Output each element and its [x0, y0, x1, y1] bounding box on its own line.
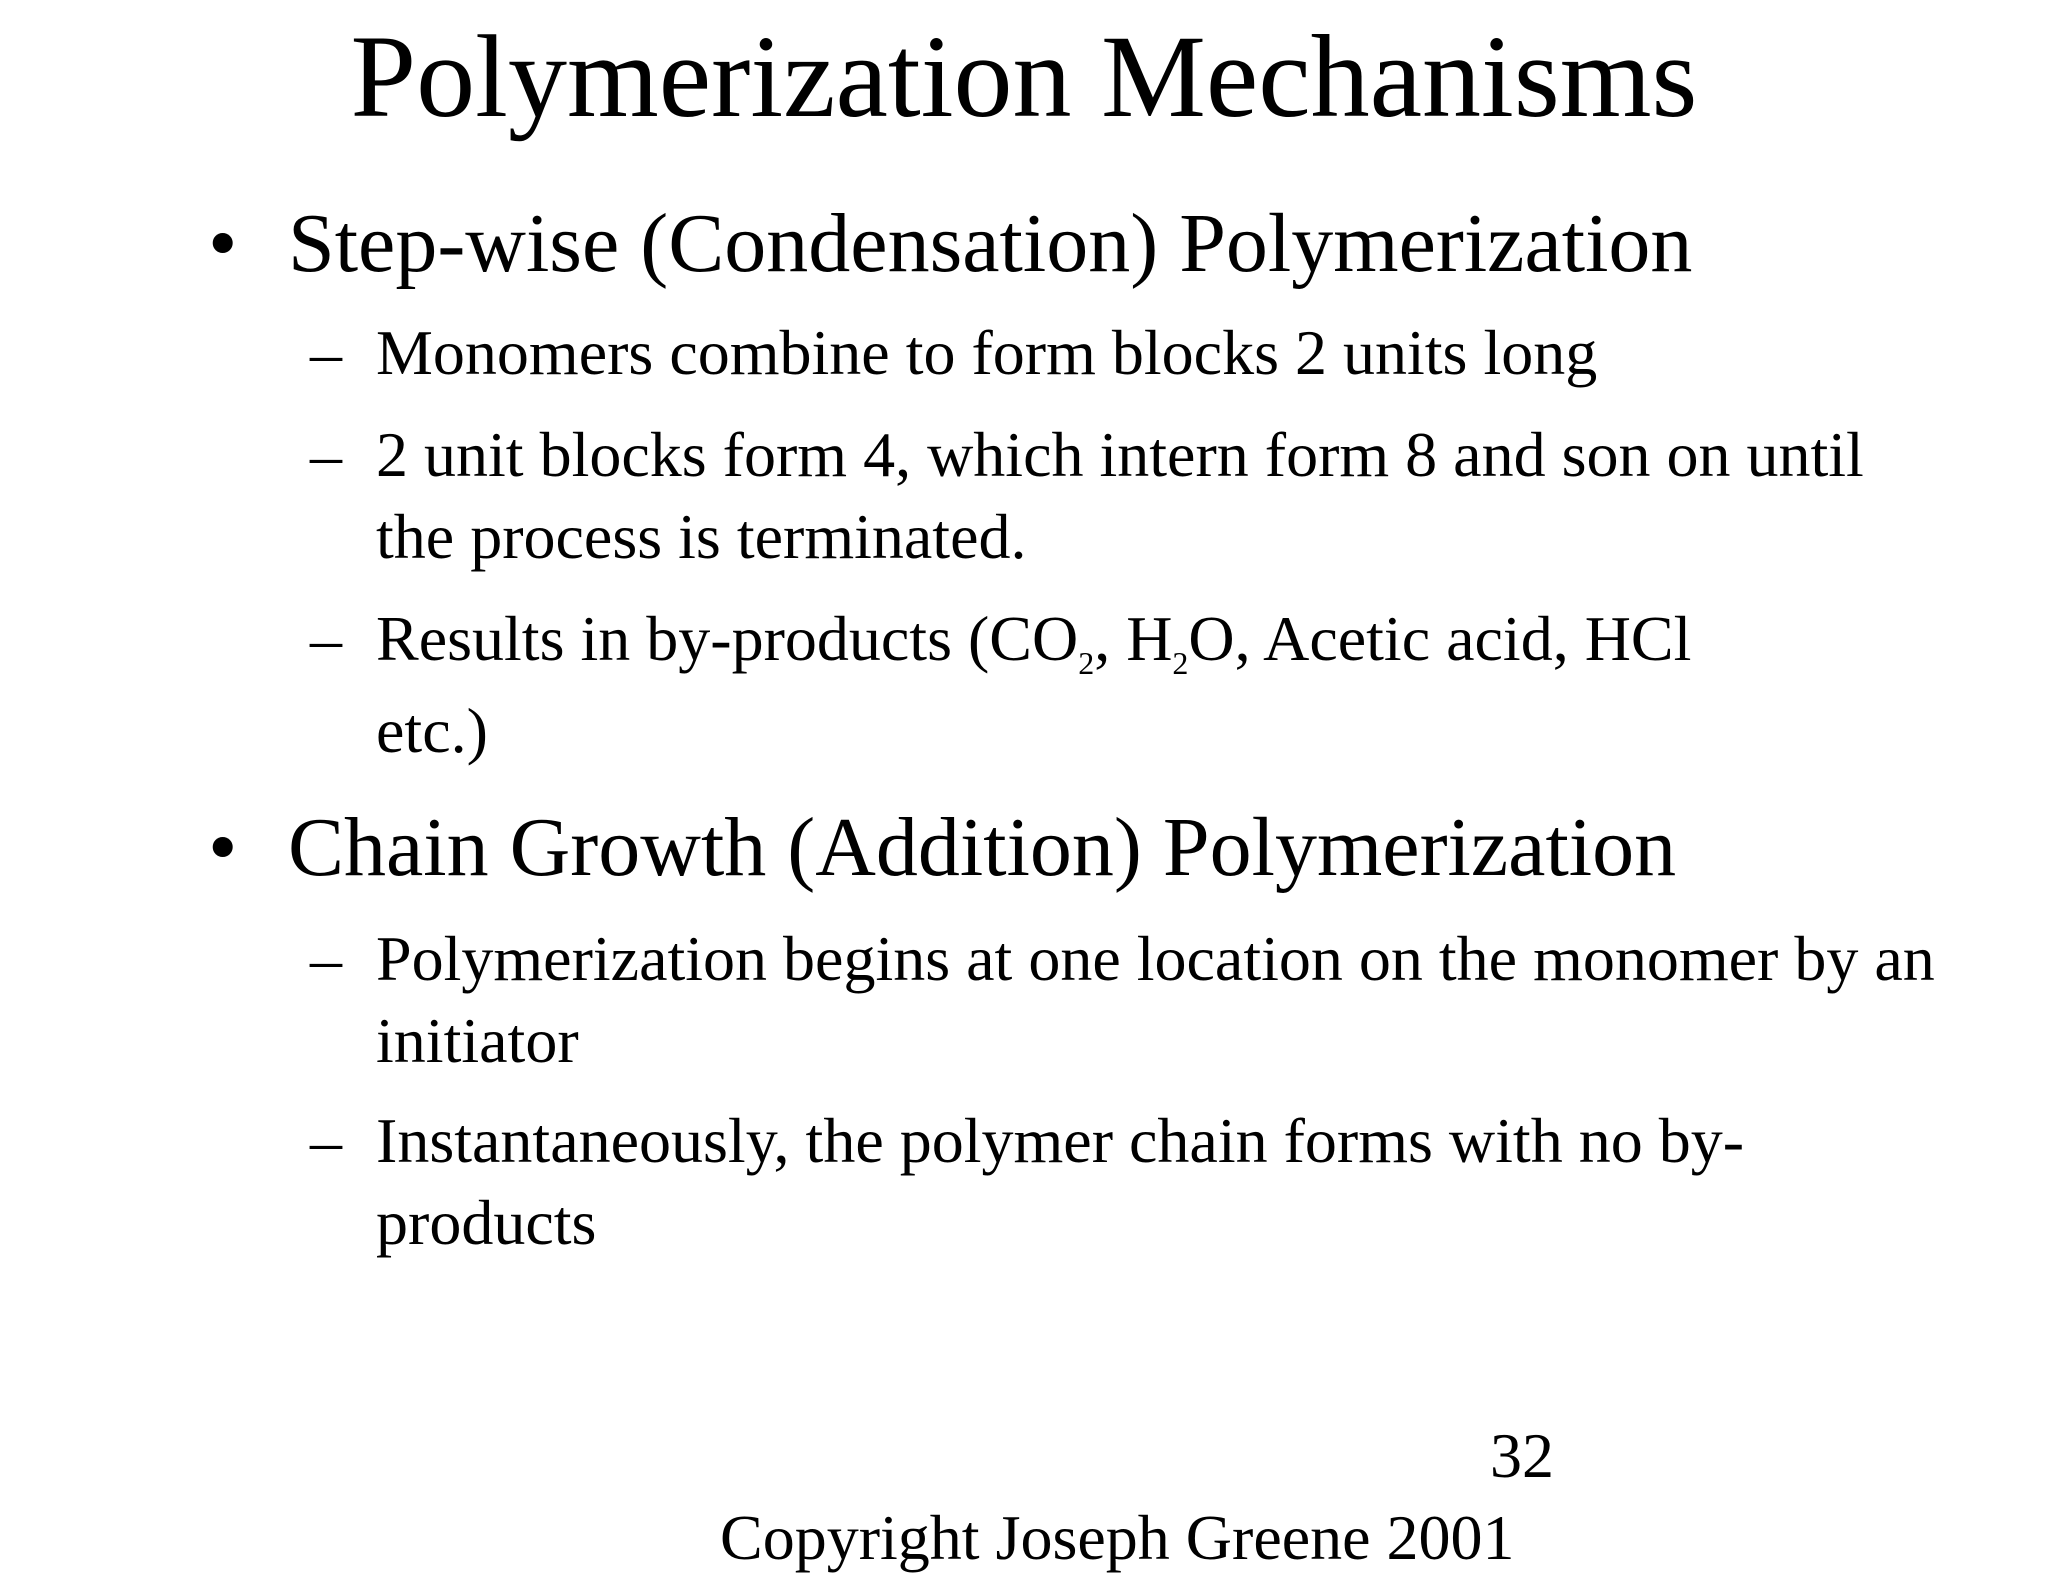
bullet-dot-icon: •: [208, 197, 238, 290]
dash-icon: –: [310, 923, 342, 994]
copyright: Copyright Joseph Greene 2001: [720, 1502, 1515, 1573]
subitem-text: [376, 598, 1691, 772]
dash-icon: –: [310, 419, 342, 490]
co2-subscript: 2: [1078, 645, 1095, 681]
dash-icon: –: [310, 317, 342, 388]
dash-icon: –: [310, 603, 342, 674]
bullet-label: Step-wise (Condensation) Polymerization: [288, 197, 1693, 290]
bullet-label: Chain Growth (Addition) Polymerization: [288, 801, 1677, 894]
subitem-text: Monomers combine to form blocks 2 units long: [376, 317, 1598, 388]
subitem-text: 2 unit blocks form 4, which intern form 8 and son on until the process is terminated.: [376, 419, 1864, 572]
subitem-text: Polymerization begins at one location on the monomer by an initiator: [376, 923, 1935, 1076]
byproducts-second-line: etc.): [376, 695, 488, 766]
page-number: 32: [1490, 1420, 1554, 1491]
byproducts-text-part: O, Acetic acid, HCl: [1188, 603, 1692, 674]
byproducts-full-text: [0, 0, 1, 1]
byproducts-text-part: , H: [1094, 603, 1173, 674]
dash-icon: –: [310, 1105, 342, 1176]
h2o-subscript: 2: [1172, 645, 1189, 681]
slide-title: Polymerization Mechanisms: [350, 11, 1698, 142]
byproducts-text-part: Results in by-products (CO: [376, 603, 1079, 674]
bullet-dot-icon: •: [208, 801, 238, 894]
subitem-text: Instantaneously, the polymer chain forms with no by-products: [376, 1105, 1744, 1258]
